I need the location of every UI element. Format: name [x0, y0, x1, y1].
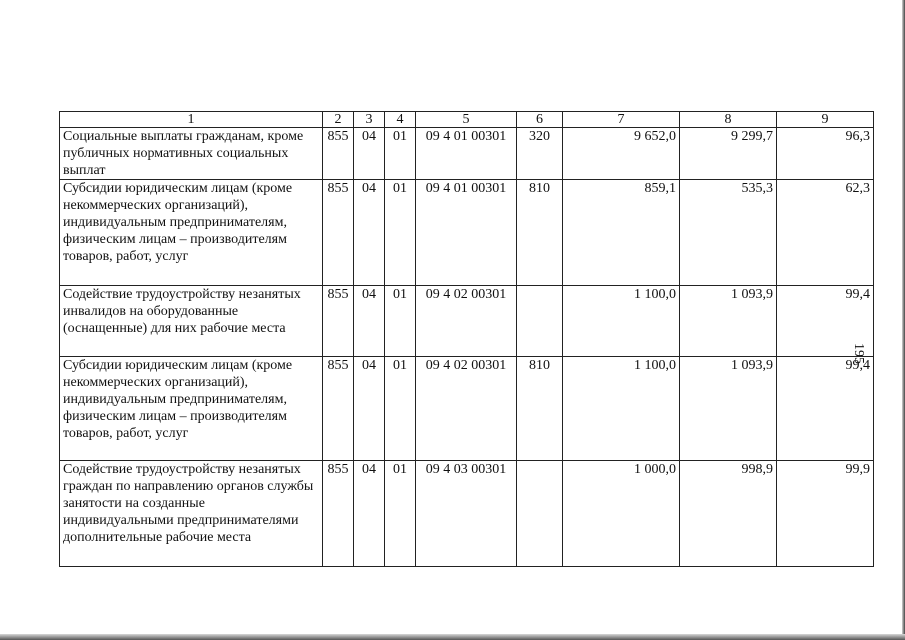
table-row — [60, 357, 874, 461]
row-name: Содействие трудоустройству незанятых граждан по направлению органов службы занятости на созданные индивидуальными предпринимателями дополнительные рабочие места — [60, 461, 323, 567]
column-header: 1 — [60, 112, 323, 128]
table-row — [60, 286, 874, 357]
scan-edge-bottom — [0, 634, 905, 640]
cell-percent: 62,3 — [777, 180, 874, 286]
cell-subsection: 01 — [385, 128, 416, 180]
cell-section: 04 — [354, 461, 385, 567]
table-row — [60, 461, 874, 567]
cell-plan: 859,1 — [563, 180, 680, 286]
cell-expense-type — [517, 286, 563, 357]
cell-ministry: 855 — [323, 286, 354, 357]
cell-subsection: 01 — [385, 286, 416, 357]
row-name: Социальные выплаты гражданам, кроме публичных нормативных социальных выплат — [60, 128, 323, 180]
cell-actual: 535,3 — [680, 180, 777, 286]
cell-section: 04 — [354, 357, 385, 461]
cell-percent: 96,3 — [777, 128, 874, 180]
cell-actual: 1 093,9 — [680, 357, 777, 461]
column-header: 2 — [323, 112, 354, 128]
cell-subsection: 01 — [385, 357, 416, 461]
cell-subsection: 01 — [385, 180, 416, 286]
cell-section: 04 — [354, 286, 385, 357]
column-header: 5 — [416, 112, 517, 128]
cell-expense-type — [517, 461, 563, 567]
cell-subsection: 01 — [385, 461, 416, 567]
column-header: 7 — [563, 112, 680, 128]
cell-percent: 99,9 — [777, 461, 874, 567]
cell-section: 04 — [354, 128, 385, 180]
column-header: 9 — [777, 112, 874, 128]
budget-table — [59, 111, 874, 567]
cell-target-article: 09 4 01 00301 — [416, 128, 517, 180]
cell-ministry: 855 — [323, 357, 354, 461]
cell-expense-type: 320 — [517, 128, 563, 180]
cell-target-article: 09 4 01 00301 — [416, 180, 517, 286]
cell-expense-type: 810 — [517, 180, 563, 286]
column-header: 6 — [517, 112, 563, 128]
cell-plan: 1 000,0 — [563, 461, 680, 567]
cell-expense-type: 810 — [517, 357, 563, 461]
cell-target-article: 09 4 02 00301 — [416, 357, 517, 461]
column-header: 3 — [354, 112, 385, 128]
cell-plan: 9 652,0 — [563, 128, 680, 180]
cell-percent: 99,4 — [777, 357, 874, 461]
cell-ministry: 855 — [323, 128, 354, 180]
row-name: Содействие трудоустройству незанятых инвалидов на оборудованные (оснащенные) для них рабочие места — [60, 286, 323, 357]
cell-target-article: 09 4 03 00301 — [416, 461, 517, 567]
column-header: 8 — [680, 112, 777, 128]
cell-section: 04 — [354, 180, 385, 286]
table-row — [60, 180, 874, 286]
cell-target-article: 09 4 02 00301 — [416, 286, 517, 357]
cell-actual: 998,9 — [680, 461, 777, 567]
table-row — [60, 128, 874, 180]
cell-ministry: 855 — [323, 461, 354, 567]
cell-ministry: 855 — [323, 180, 354, 286]
page-number: 195 — [851, 343, 866, 364]
row-name: Субсидии юридическим лицам (кроме некоммерческих организаций), индивидуальным предпринимателям, физическим лицам – производителям товаров, работ, услуг — [60, 180, 323, 286]
row-name: Субсидии юридическим лицам (кроме некоммерческих организаций), индивидуальным предпринимателям, физическим лицам – производителям товаров, работ, услуг — [60, 357, 323, 461]
cell-actual: 1 093,9 — [680, 286, 777, 357]
table-header-row — [60, 112, 874, 128]
cell-percent: 99,4 — [777, 286, 874, 357]
cell-plan: 1 100,0 — [563, 286, 680, 357]
column-header: 4 — [385, 112, 416, 128]
cell-actual: 9 299,7 — [680, 128, 777, 180]
cell-plan: 1 100,0 — [563, 357, 680, 461]
